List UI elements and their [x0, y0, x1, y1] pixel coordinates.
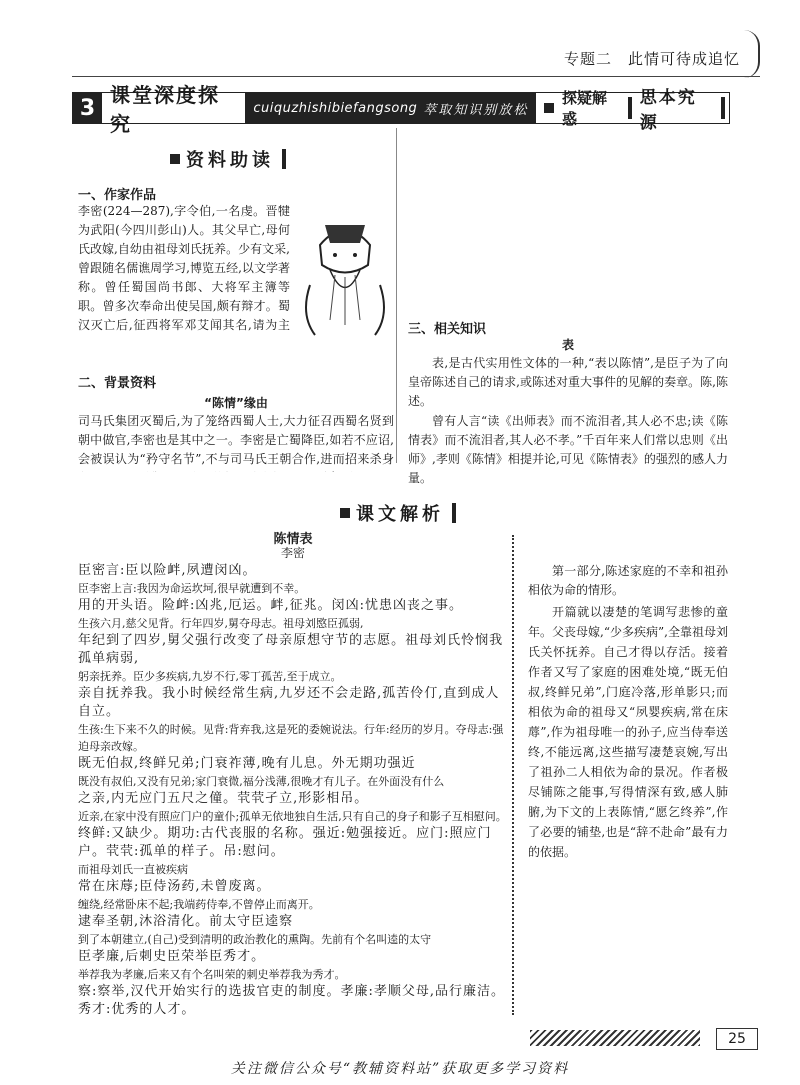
text-line: 到了本朝建立,(自己)受到清明的政治教化的熏陶。先前有个名叫逵的太守 [78, 933, 432, 946]
s1-text-b [78, 330, 394, 368]
text-line: 而祖母刘氏一直被疾病 [78, 863, 188, 876]
note-title: 第一部分,陈述家庭的不幸和祖孙相依为命的情形。 [528, 564, 728, 597]
text-line: 察:察举,汉代开始实行的选拔官吏的制度。孝廉:孝顺父母,品行廉洁。秀才:优秀的人才。 [78, 984, 506, 1017]
text-author: 李密 [280, 546, 305, 560]
ziliao-heading-text: 资料助读 [186, 150, 274, 171]
square-icon [544, 103, 554, 113]
text-line: 用的开头语。险衅:凶兆,厄运。衅,征兆。闵凶:忧患凶丧之事。 [78, 598, 464, 613]
text-title: 陈情表 [273, 532, 313, 547]
square-icon [340, 508, 350, 518]
s2-text-cont [408, 128, 728, 310]
text-line: 常在床蓐;臣侍汤药,未曾废离。 [78, 879, 271, 894]
text-line: 生孩六月,慈父见背。行年四岁,舅夺母志。祖母刘愍臣孤弱, [78, 617, 364, 630]
page-number: 25 [728, 1031, 746, 1047]
s3-text2: 曾有人言“读《出师表》而不流泪者,其人必不忠;读《陈情表》而不流泪者,其人必不孝。”千百年来人们常以忠则《出师》,孝则《陈情》相提并论,可见《陈情表》的强烈的感人力量。 [408, 414, 728, 485]
header-rule [72, 76, 760, 77]
text-line: 缠绕,经常卧床不起;我端药侍奉,不曾停止而离开。 [78, 898, 320, 911]
header-bracket [744, 30, 760, 78]
bar-icon [282, 149, 286, 169]
column-divider [396, 128, 397, 463]
text-line: 生孩:生下来不久的时候。见背:背弃我,这是死的委婉说法。行年:经历的岁月。夺母志:强迫母亲改嫁。 [78, 723, 504, 753]
text-line: 臣密言:臣以险衅,夙遭闵凶。 [78, 563, 257, 578]
s1-text: 李密(224—287),字令伯,一名虔。晋犍为武阳(今四川彭山)人。其父早亡,母何氏改嫁,自幼由祖母刘氏抚养。少有文采,曾跟随名儒谯周学习,博览五经,以文学著称。曾任蜀国尚书郎、大将军主簿等职。曾多次奉命出使吴国,颇有辩才。蜀汉灭亡后,征西将军邓艾闻其名,请为主 [78, 204, 290, 332]
text-line: 臣孝廉,后刺史臣荣举臣秀才。 [78, 949, 266, 964]
banner-number: 3 [73, 93, 102, 123]
kewen-heading-text: 课文解析 [356, 504, 444, 525]
banner-pinyin-cn: 萃取知识别放松 [423, 102, 529, 118]
s3-text1: 表,是古代实用性文体的一种,“表以陈情”,是臣子为了向皇帝陈述自己的请求,或陈述对重大事件的见解的奏章。陈,陈述。 [408, 356, 728, 408]
footer-hatch [530, 1030, 700, 1046]
text-line: 既无伯叔,终鲜兄弟;门衰祚薄,晚有儿息。外无期功强近 [78, 756, 416, 771]
s3-subtitle: 表 [561, 338, 574, 352]
header-title: 专题二 此情可待成追忆 [563, 50, 740, 68]
text-line: 终鲜:又缺少。期功:古代丧服的名称。强近:勉强接近。应门:照应门户。茕茕:孤单的样子。吊:慰问。 [78, 826, 492, 859]
s2-text: 司马氏集团灭蜀后,为了笼络西蜀人士,大力征召西蜀名贤到朝中做官,李密也是其中之一。李密是亡蜀降臣,如若不应诏,会被误认为“矜守名节”,不与司马氏王朝合作,进而招来杀身 [78, 414, 394, 466]
banner-title: 课堂深度探究 [109, 83, 220, 136]
banner-pinyin: cuiquzhishibiefangsong [253, 100, 418, 116]
banner-sub1: 探疑解惑 [561, 89, 607, 128]
text-line: 逮奉圣朝,沐浴清化。前太守臣逵察 [78, 914, 294, 929]
ziliao-heading [170, 146, 286, 172]
text-line: 亲自抚养我。我小时候经常生病,九岁还不会走路,孤苦伶仃,直到成人自立。 [78, 686, 500, 719]
s1-title: 一、作家作品 [78, 188, 157, 203]
text-line: 举荐我为孝廉,后来又有个名叫荣的刺史举荐我为秀才。 [78, 968, 346, 981]
s1-text-a [78, 202, 290, 332]
bar-icon [452, 503, 456, 523]
banner-pinyin-box [245, 93, 536, 123]
kewen-heading [340, 500, 456, 526]
footer-note: 关注微信公众号“教辅资料站”获取更多学习资料 [230, 1061, 570, 1077]
text-line: 近亲,在家中没有照应门户的童仆;孤单无依地独自生活,只有自己的身子和影子互相慰问。 [78, 810, 507, 823]
banner-sub2: 思本究源 [639, 88, 697, 133]
text-line: 年纪到了四岁,舅父强行改变了母亲原想守节的志愿。祖母刘氏怜悯我孤单病弱, [78, 633, 504, 666]
text-lines [78, 562, 508, 1017]
page-number-box [716, 1028, 758, 1050]
s2-subtitle: “陈情”缘由 [204, 396, 268, 410]
note-text: 开篇就以凄楚的笔调写悲惨的童年。父丧母嫁,“少多疾病”,全靠祖母刘氏关怀抚养。自己才得以存活。接着作者又写了家庭的困难处境,“既无伯叔,终鲜兄弟”,门庭冷落,形单影只;而相依为命的祖母又“夙婴疾病,常在床蓐”,作为祖母唯一的孙子,应当侍奉送终,不能远离,这些描写凄楚哀婉,写出了祖孙二人相依为命的景况。作者极尽铺陈之能事,写得情深有致,感人肺腑,为下文的上表陈情,“愿乞终养”,作了必要的铺垫,也是“辞不赴命”最有力的依据。 [528, 605, 728, 859]
s3-title: 三、相关知识 [408, 322, 487, 337]
square-icon [170, 154, 180, 164]
bar-icon [628, 97, 632, 119]
text-line: 臣李密上言:我因为命运坎坷,很早就遭到不幸。 [78, 582, 306, 595]
dotted-divider [512, 535, 514, 1015]
li-mi-portrait [290, 205, 400, 340]
bar-icon [721, 97, 725, 119]
text-line: 之亲,内无应门五尺之僮。茕茕孑立,形影相吊。 [78, 791, 369, 806]
section-banner [72, 83, 730, 136]
s2-title: 二、背景资料 [78, 376, 157, 391]
text-line: 躬亲抚养。臣少多疾病,九岁不行,零丁孤苦,至于成立。 [78, 670, 342, 683]
text-line: 既没有叔伯,又没有兄弟;家门衰微,福分浅薄,很晚才有儿子。在外面没有什么 [78, 775, 445, 788]
